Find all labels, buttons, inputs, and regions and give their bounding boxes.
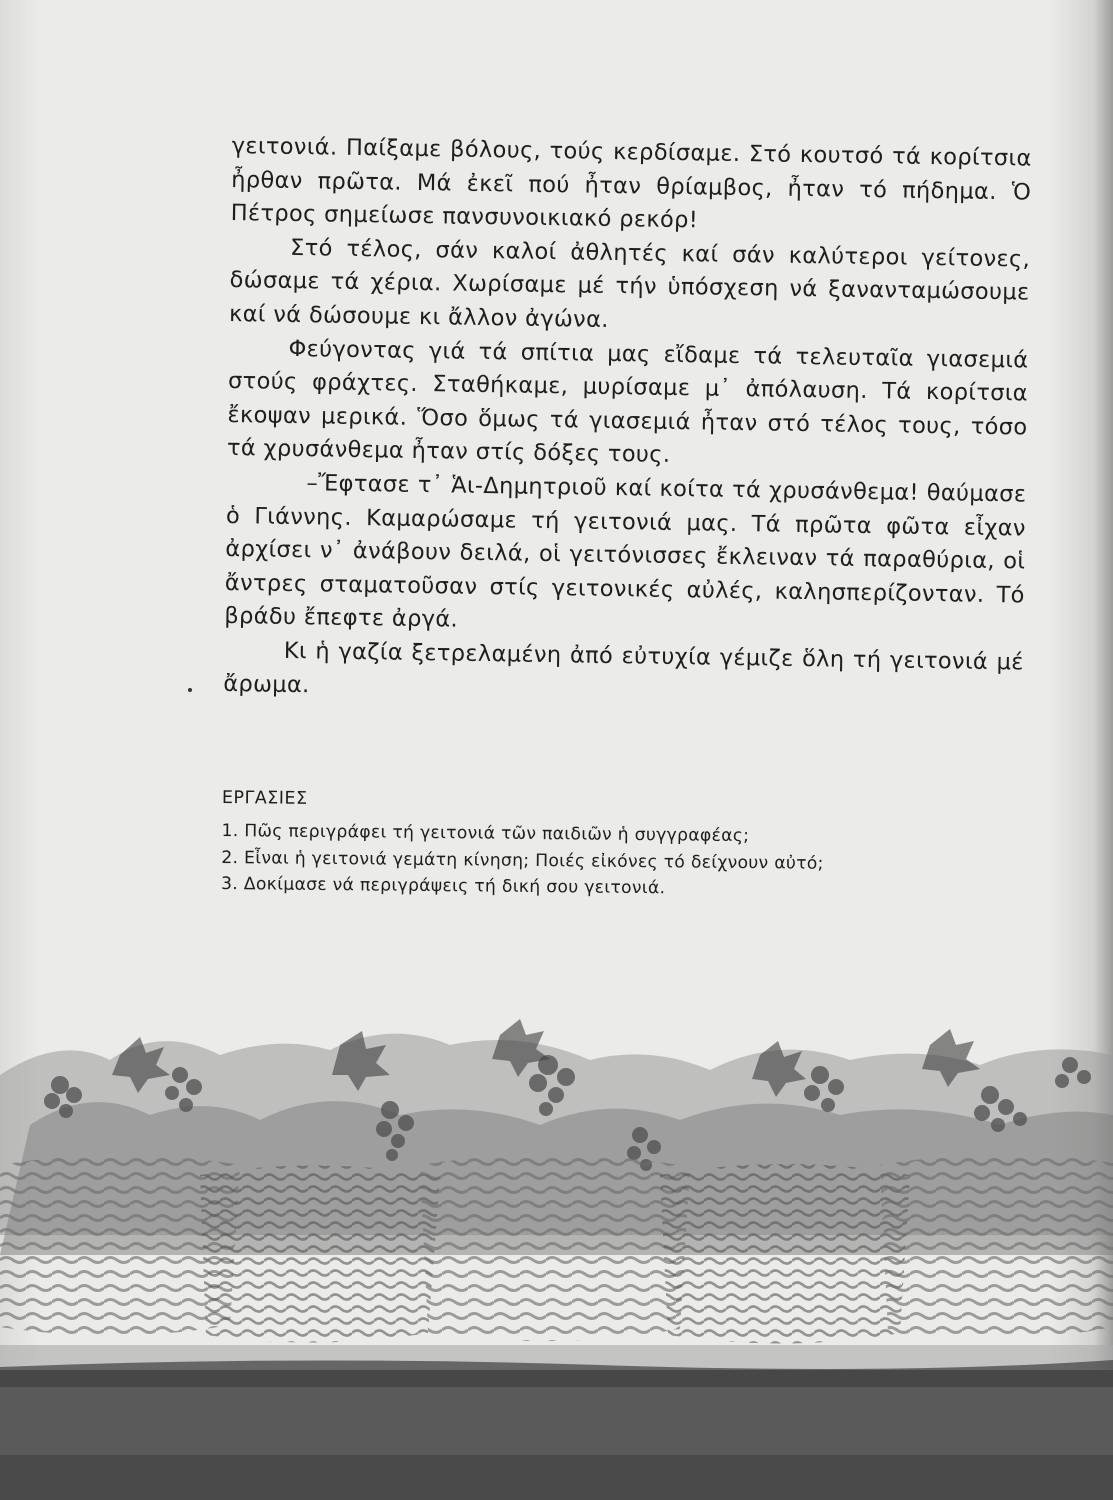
paragraph-acacia: Κι ἡ γαζία ξετρελαμένη ἀπό εὐτυχία γέμιζε ὅλη τή γειτονιά μέ ἄρωμα. <box>223 637 1024 698</box>
baseline-band <box>0 1345 1113 1500</box>
exercises-title: ΕΡΓΑΣΙΕΣ <box>221 788 308 809</box>
exercises-section <box>221 788 1022 905</box>
exercise-item: 1. Πῶς περιγράφει τή γειτονιά τῶν παιδιῶν ἡ συγγραφέας; <box>221 820 750 847</box>
body-text <box>223 130 1032 714</box>
wicker-baskets <box>0 1154 1113 1343</box>
print-speck <box>188 688 192 692</box>
exercises-list <box>221 818 1022 905</box>
paragraph-handshake: Στό τέλος, σάν καλοί ἀθλητές καί σάν καλύτεροι γείτονες, δώσαμε τά χέρια. Χωρίσαμε μέ τήν ὑπόσχεση νά ξανανταμώσουμε καί νά δώσουμε κι ἄλλον ἀγώνα. <box>228 234 1031 333</box>
paragraph-jasmine: Φεύγοντας γιά τά σπίτια μας εἴδαμε τά τελευταῖα γιασεμιά στούς φράχτες. Σταθήκαμε, μυρίσαμε μ᾿ ἀπόλαυση. Τά κορίτσια ἔκοψαν μερικά. Ὅσο ὅμως τά γιασεμιά ἦταν στό τέλος τους, τόσο τά χρυσάνθεμα ἦταν στίς δόξες τους. <box>226 335 1029 469</box>
exercise-item: 2. Εἶναι ἡ γειτονιά γεμάτη κίνηση; Ποιές εἰκόνες τό δείχνουν αὐτό; <box>221 847 824 874</box>
flower-baskets-illustration <box>0 1015 1113 1500</box>
paragraph-chrysanthemums: –Ἔφτασε τ᾿ Ἁι-Δημητριοῦ καί κοίτα τά χρυσάνθεμα! θαύμασε ὁ Γιάννης. Καμαρώσαμε τή γειτονιά μας. Τά πρῶτα φῶτα εἶχαν ἀρχίσει ν᾿ ἀνάβουν δειλά, οἱ γειτόνισσες ἔκλειναν τά παραθύρια, οἱ ἄντρες σταματοῦσαν στίς γειτονικές αὐλές, καλησπερίζονταν. Τό βράδυ ἔπεφτε ἀργά. <box>224 470 1027 633</box>
exercise-item: 3. Δοκίμασε νά περιγράψεις τή δική σου γειτονιά. <box>220 873 666 899</box>
paragraph-games: γειτονιά. Παίξαμε βόλους, τούς κερδίσαμε. Στό κουτσό τά κορίτσια ἦρθαν πρῶτα. Μά ἐκεῖ πού ἦταν θρίαμβος, ἦταν τό πήδημα. Ὁ Πέτρος σημείωσε πανσυνοικιακό ρεκόρ! <box>230 132 1032 234</box>
